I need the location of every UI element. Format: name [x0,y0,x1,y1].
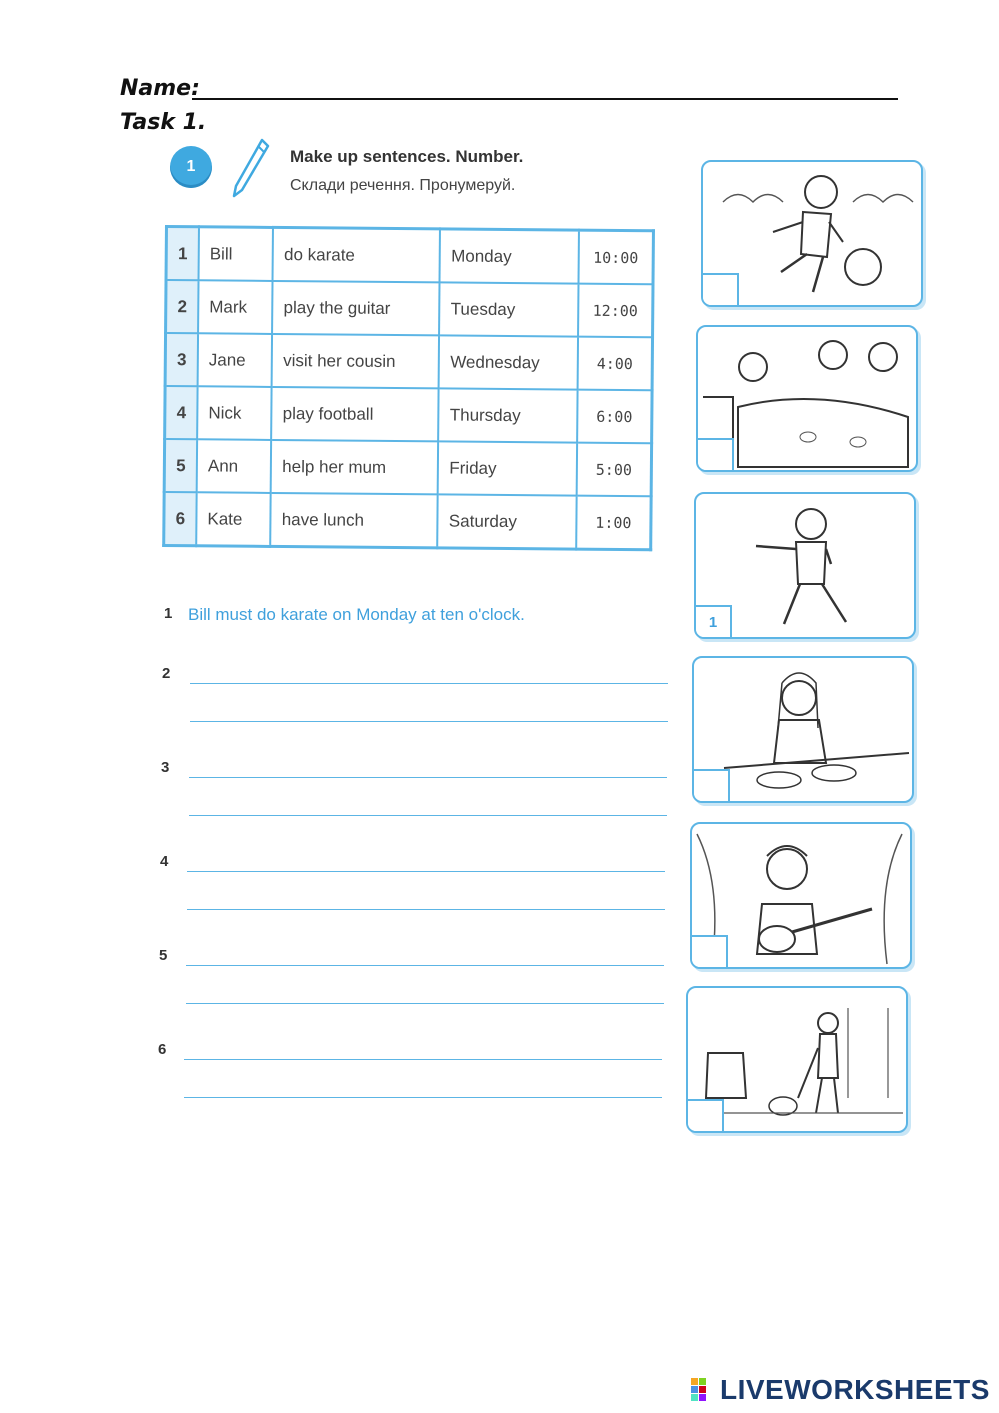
picture-number-box[interactable]: 1 [696,605,732,637]
picture-number-box[interactable] [694,769,730,801]
day-cell: Thursday [439,388,578,442]
row-number: 5 [164,439,197,492]
table-row [166,227,653,285]
row-number: 2 [166,280,199,333]
example-sentence: Bill must do karate on Monday at ten o'clock. [188,605,525,624]
boy-guitar-picture [690,822,912,969]
answer-number: 4 [160,853,169,870]
activity-cell: play football [271,387,439,441]
day-cell: Tuesday [439,282,578,336]
time-cell: 4:00 [578,337,653,391]
answer-line[interactable] [190,683,668,684]
brand-name: LIVEWORKSHEETS [720,1374,990,1405]
name-cell: Mark [198,280,273,334]
time-cell: 1:00 [576,496,651,550]
sentence-number: 1 [164,605,173,622]
name-cell: Jane [198,333,273,387]
picture-number-box[interactable] [703,273,739,305]
table-row [164,439,651,496]
day-cell: Monday [440,229,579,284]
boy-karate-picture [694,492,916,639]
day-cell: Friday [438,441,577,495]
answer-line[interactable] [184,1059,662,1060]
row-number: 3 [165,333,198,386]
answer-line[interactable] [189,777,667,778]
name-cell: Bill [199,227,274,281]
answer-line[interactable] [184,1097,662,1098]
exercise-number-badge: 1 [170,146,212,188]
activity-cell: do karate [273,227,441,282]
row-number: 6 [164,492,197,546]
row-number: 4 [165,386,198,439]
answer-number: 3 [161,759,170,776]
activity-cell: have lunch [271,493,439,548]
answer-line[interactable] [190,721,668,722]
answer-number: 2 [162,665,171,682]
answer-number: 6 [158,1041,167,1058]
table-row [166,280,653,337]
schedule-table [162,225,655,551]
activity-cell: help her mum [271,440,439,494]
day-cell: Wednesday [439,335,578,389]
answer-line[interactable] [187,871,665,872]
pen-icon [228,136,272,205]
time-cell: 6:00 [577,390,652,444]
activity-cell: visit her cousin [272,334,440,388]
table-row [165,333,652,390]
answer-line[interactable] [186,965,664,966]
boy-football-picture [701,160,923,307]
name-input-line[interactable] [192,98,898,100]
activity-cell: play the guitar [272,281,440,335]
day-cell: Saturday [438,494,577,549]
girl-lunch-picture [692,656,914,803]
picture-number-box[interactable] [698,438,734,470]
picture-number-box[interactable] [688,1099,724,1131]
name-cell: Nick [197,386,272,440]
girls-visit-picture [696,325,918,472]
task-label: Task 1. [120,110,207,135]
picture-number-box[interactable] [692,935,728,967]
answer-number: 5 [159,947,168,964]
liveworksheets-logo-icon [690,1377,716,1403]
name-cell: Kate [196,492,271,546]
instruction-ukrainian: Склади речення. Пронумеруй. [290,177,516,194]
girl-vacuum-picture [686,986,908,1133]
table-row [164,492,651,550]
time-cell: 12:00 [578,284,653,338]
time-cell: 10:00 [579,230,654,284]
answer-line[interactable] [186,1003,664,1004]
row-number: 1 [166,227,199,281]
table-row [165,386,652,443]
instruction-english: Make up sentences. Number. [290,147,524,166]
answer-line[interactable] [187,909,665,910]
time-cell: 5:00 [577,443,652,497]
answer-line[interactable] [189,815,667,816]
footer-brand [690,1374,990,1406]
name-cell: Ann [197,439,272,493]
name-label: Name: [120,76,200,101]
